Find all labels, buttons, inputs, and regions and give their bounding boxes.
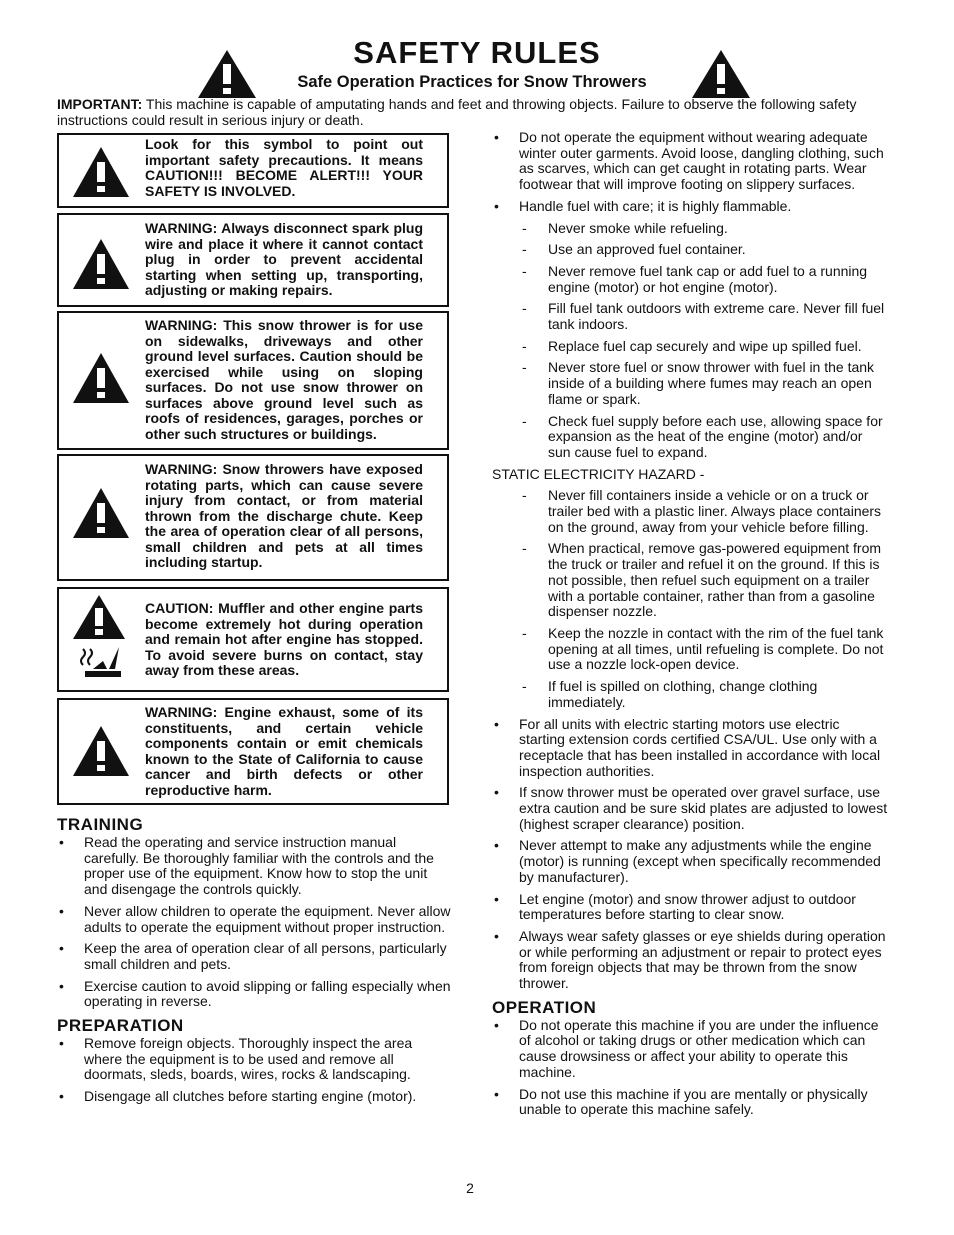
warning-text: WARNING: Snow throwers have exposed rotating parts, which can cause severe injury from contact, or from material thrown from the discharge chute. Keep the area of operation clear of all persons, small children and pets at all times including startup. bbox=[145, 461, 423, 570]
sub-item: - Use an approved fuel container. bbox=[522, 241, 746, 258]
list-item: • Remove foreign objects. Thoroughly inspect the area where the equipment is to be used and remove all doormats, sleds, boards, wires, rocks & landscaping. bbox=[59, 1035, 413, 1083]
operation-heading: OPERATION bbox=[492, 997, 597, 1017]
warning-triangle-icon bbox=[71, 486, 131, 540]
page-title: SAFETY RULES bbox=[353, 35, 601, 70]
list-item: • Let engine (motor) and snow thrower adjust to outdoor temperatures before starting to clear snow. bbox=[494, 890, 856, 923]
warning-triangle-icon bbox=[71, 724, 131, 778]
page-subtitle: Safe Operation Practices for Snow Throwers bbox=[297, 73, 647, 91]
warning-text: WARNING: This snow thrower is for use on sidewalks, driveways and other ground level surfaces. Caution should be exercised while using on sloping surfaces. Do not use snow thrower on surfaces above ground level such as roofs of residences, garages, porches or other such structures or buildings. bbox=[145, 317, 423, 442]
warning-triangle-icon bbox=[71, 351, 131, 405]
warning-text: Look for this symbol to point out important safety precautions. It means CAUTION!!! BECOME ALERT!!! YOUR SAFETY IS INVOLVED. bbox=[145, 136, 423, 199]
sub-item: - Replace fuel cap securely and wipe up spilled fuel. bbox=[522, 337, 862, 354]
sub-item: - Never remove fuel tank cap or add fuel to a running engine (motor) or hot engine (motor). bbox=[522, 262, 868, 295]
warning-box bbox=[57, 311, 449, 450]
warning-triangle-icon bbox=[71, 593, 127, 641]
sub-item: - Never smoke while refueling. bbox=[522, 219, 728, 236]
page-number: 2 bbox=[466, 1180, 474, 1196]
list-item: • Always wear safety glasses or eye shields during operation or while performing an adjustment or repair to protect eyes from foreign objects that may be thrown from the snow thrower. bbox=[494, 927, 886, 992]
list-item: • Never allow children to operate the equipment. Never allow adults to operate the equipment without proper instruction. bbox=[59, 902, 451, 935]
warning-box bbox=[57, 133, 449, 208]
list-item: • Do not use this machine if you are mentally or physically unable to operate this machine safely. bbox=[494, 1085, 868, 1118]
list-item: • Read the operating and service instruction manual carefully. Be thoroughly familiar with the controls and the proper use of the equipment. Know how to stop the unit and disengage the controls quickly. bbox=[59, 834, 434, 898]
static-hazard-label: STATIC ELECTRICITY HAZARD - bbox=[492, 465, 705, 482]
sub-item: - Never fill containers inside a vehicle or on a truck or trailer bed with a plastic liner. Always place containers on the ground, away from your vehicle before filling. bbox=[522, 487, 882, 535]
warning-triangle-icon bbox=[71, 237, 131, 291]
sub-item: - If fuel is spilled on clothing, change clothing immediately. bbox=[522, 678, 818, 710]
list-item: • For all units with electric starting motors use electric starting extension cords certified CSA/UL. Use only with a receptacle that has been installed in accordance with local inspection authorities. bbox=[494, 715, 881, 779]
left-column bbox=[57, 815, 452, 1111]
warning-box bbox=[57, 587, 449, 692]
hot-surface-icon bbox=[79, 645, 125, 681]
sub-item: - Never store fuel or snow thrower with fuel in the tank inside of a building where fumes may reach an open flame or spark. bbox=[522, 359, 875, 407]
list-item: • Do not operate the equipment without wearing adequate winter outer garments. Avoid loose, dangling clothing, such as scarves, which can get caught in rotating parts. Wear footwear that will improve footing on slippery surfaces. bbox=[494, 129, 884, 193]
list-item: • Handle fuel with care; it is highly flammable. bbox=[494, 197, 792, 214]
warning-triangle-icon bbox=[690, 48, 752, 100]
training-heading: TRAINING bbox=[57, 815, 144, 834]
list-item: • Do not operate this machine if you are under the influence of alcohol or taking drugs or other medication which can cause drowsiness or affect your ability to operate this machine. bbox=[494, 1016, 879, 1080]
warning-text: WARNING: Always disconnect spark plug wire and place it where it cannot contact plug in order to prevent accidental starting when setting up, transporting, adjusting or making repairs. bbox=[145, 220, 423, 298]
list-item: • Disengage all clutches before starting engine (motor). bbox=[59, 1088, 417, 1105]
warning-box bbox=[57, 698, 449, 805]
list-item: • Keep the area of operation clear of all persons, particularly small children and pets. bbox=[59, 940, 447, 972]
sub-item: - Fill fuel tank outdoors with extreme care. Never fill fuel tank indoors. bbox=[522, 300, 885, 333]
list-item: • If snow thrower must be operated over gravel surface, use extra caution and be sure skid plates are adjusted to lowest (highest scraper clearance) position. bbox=[494, 784, 888, 832]
warning-box bbox=[57, 213, 449, 307]
warning-box bbox=[57, 454, 449, 581]
warning-triangle-icon bbox=[71, 145, 131, 199]
important-label: IMPORTANT: bbox=[57, 96, 143, 112]
sub-item: - Check fuel supply before each use, allowing space for expansion as the heat of the engine (motor) and/or sun cause fuel to expand. bbox=[522, 412, 883, 460]
list-item: • Exercise caution to avoid slipping or falling especially when operating in reverse. bbox=[59, 977, 451, 1010]
list-item: • Never attempt to make any adjustments while the engine (motor) is running (except when specifically recommended by manufacturer). bbox=[494, 837, 881, 885]
preparation-heading: PREPARATION bbox=[57, 1016, 184, 1036]
warning-text: WARNING: Engine exhaust, some of its constituents, and certain vehicle components contain or emit chemicals known to the State of California to cause cancer and birth defects or other reproductive harm. bbox=[145, 704, 423, 798]
page-header bbox=[0, 36, 954, 98]
sub-item: - When practical, remove gas-powered equipment from the truck or trailer and refuel it on the ground. If this is not possible, then refuel such equipment on a trailer with a portable container, rather than from a gasoline dispenser nozzle. bbox=[522, 540, 882, 620]
important-text: This machine is capable of amputating hands and feet and throwing objects. Failure to observe the following safety instructions could result in serious injury or death. bbox=[57, 96, 857, 128]
sub-item: - Keep the nozzle in contact with the rim of the fuel tank opening at all times, until refueling is complete. Do not use a nozzle lock-open device. bbox=[522, 624, 884, 673]
caution-text: CAUTION: Muffler and other engine parts become extremely hot during operation and remain hot after engine has stopped. To avoid severe burns on contact, stay away from these areas. bbox=[145, 600, 423, 678]
right-column bbox=[492, 130, 888, 1124]
important-notice bbox=[57, 96, 887, 128]
